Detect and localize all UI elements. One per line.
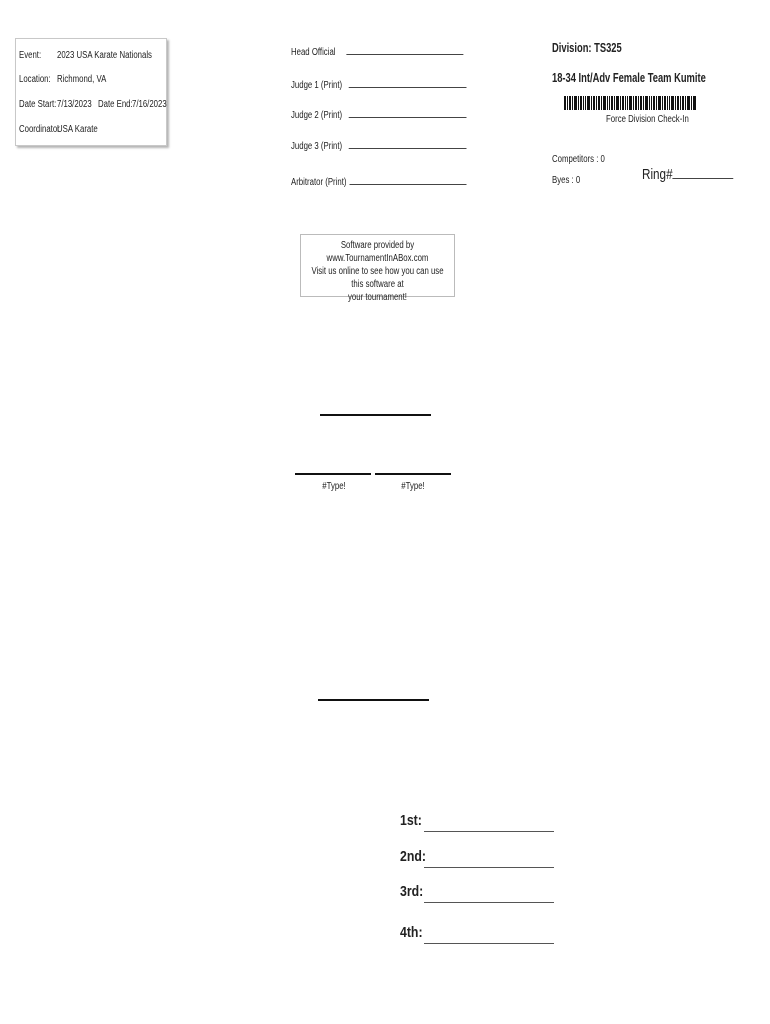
event-value: 2023 USA Karate Nationals [57,50,152,61]
place-second-line[interactable] [424,867,554,868]
judge3-line[interactable] [348,139,466,149]
judge1-field[interactable] [291,78,466,91]
software-note-line3: your tournament! [348,292,407,303]
location-label: Location: [19,74,51,85]
judge2-field[interactable] [291,108,466,121]
judge2-line[interactable] [348,108,466,118]
coordinator-label: Coordinator [19,124,60,135]
ring-label: Ring# [642,166,673,183]
judge3-label: Judge 3 (Print) [291,141,343,152]
place-fourth-label: 4th: [400,924,423,941]
place-third-label: 3rd: [400,883,424,900]
arbitrator-label: Arbitrator (Print) [291,177,347,188]
judge3-field[interactable] [291,139,466,152]
place-second-label: 2nd: [400,848,426,865]
date-start-value: 7/13/2023 [57,99,92,110]
arbitrator-field[interactable] [291,175,467,188]
byes-count: Byes : 0 [552,175,581,186]
date-end-value: 7/16/2023 [132,99,167,110]
bracket-type-left: #Type! [322,481,346,492]
date-end-label: Date End: [98,99,133,110]
ring-line[interactable] [673,164,734,179]
head-official-field[interactable] [291,45,463,58]
place-fourth-line[interactable] [424,943,554,944]
division-code: Division: TS325 [552,40,622,55]
ring-field[interactable] [642,164,733,183]
place-third-line[interactable] [424,902,554,903]
bracket-right-line [375,473,451,475]
judge1-label: Judge 1 (Print) [291,80,343,91]
judge1-line[interactable] [348,78,466,88]
date-start-label: Date Start: [19,99,57,110]
force-checkin-label: Force Division Check-In [606,114,689,125]
event-info-box [15,38,167,146]
arbitrator-line[interactable] [350,175,467,185]
bracket-final-line [320,414,431,416]
coordinator-value: USA Karate [57,124,98,135]
head-official-label: Head Official [291,47,336,58]
division-name: 18-34 Int/Adv Female Team Kumite [552,70,706,85]
bracket-type-right: #Type! [401,481,425,492]
competitors-count: Competitors : 0 [552,154,605,165]
judge2-label: Judge 2 (Print) [291,110,343,121]
bracket-repechage-line [318,699,429,701]
barcode-icon[interactable] [564,96,696,110]
software-note-line2: Visit us online to see how you can use this software at [311,266,444,290]
location-value: Richmond, VA [57,74,107,85]
place-first-label: 1st: [400,812,422,829]
head-official-line[interactable] [346,45,463,55]
place-first-line[interactable] [424,831,554,832]
event-label: Event: [19,50,42,61]
bracket-left-line [295,473,371,475]
software-note-line1: Software provided by www.TournamentInABox.com [326,240,429,264]
software-note-box [300,234,455,303]
